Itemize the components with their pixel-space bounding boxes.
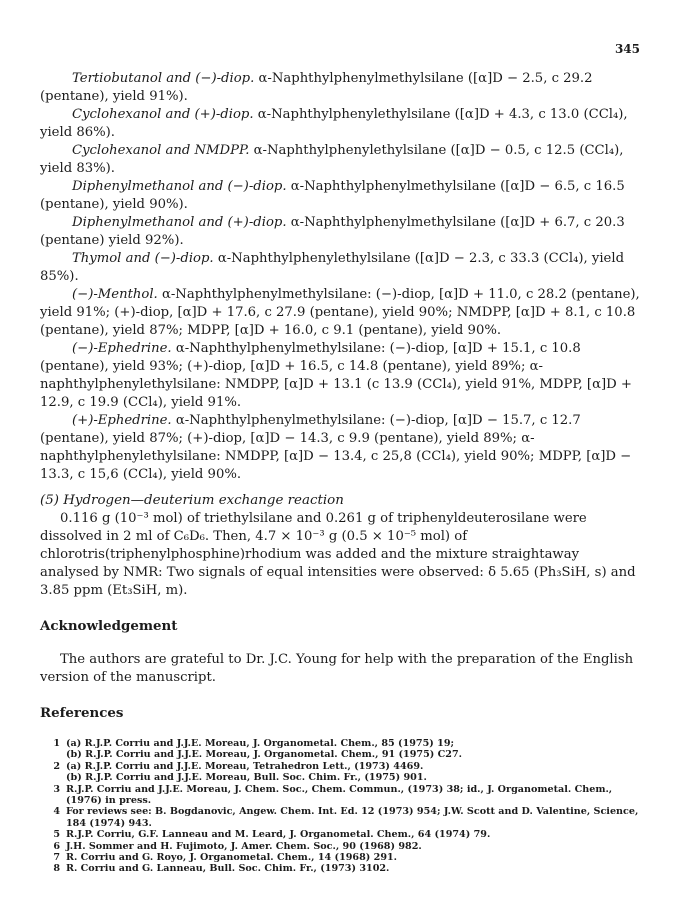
reference-number: 6 [53, 840, 60, 852]
reference-number: 5 [53, 829, 60, 841]
entry-text: α-Naphthylphenylethylsilane ([α]D − 0.5, c 12.5 (CCl₄), yield 83%). [40, 143, 624, 176]
entry-lead: Cyclohexanol and (+)-diop. [72, 107, 254, 122]
references-heading: References [40, 705, 124, 721]
entry-text: α-Naphthylphenylmethylsilane: (−)-diop, [α]D − 15.7, c 12.7 (pentane), yield 87%; (+)-diop, [α]D − 14.3, c 9.9 (pentane), yield 89%; α-naphthylphenylethylsilane: NMDPP, [α]D − 13.4, c 25,8 (CCl₄), yield 90%; MDPP, [α]D − 13.3, c 15,6 (CCl₄), yield 90%. [40, 413, 632, 482]
reference-text [66, 852, 640, 863]
reference-text [66, 863, 640, 874]
entry-text: α-Naphthylphenylmethylsilane ([α]D − 2.5, c 29.2 (pentane), yield 91%). [40, 71, 593, 104]
reference-list [40, 738, 640, 875]
reference-line: R.J.P. Corriu and J.J.E. Moreau, J. Chem. Soc., Chem. Commun., (1973) 38; id., J. Organometal. Chem., (1976) in press. [66, 783, 613, 807]
reference-line: R.J.P. Corriu, G.F. Lanneau and M. Leard, J. Organometal. Chem., 64 (1974) 79. [66, 829, 491, 841]
reference-line: (b) R.J.P. Corriu and J.J.E. Moreau, J. Organometal. Chem., 91 (1975) C27. [66, 749, 462, 761]
reference-line: (a) R.J.P. Corriu and J.J.E. Moreau, Tetrahedron Lett., (1973) 4469. [66, 760, 424, 772]
reference-line: (a) R.J.P. Corriu and J.J.E. Moreau, J. Organometal. Chem., 85 (1975) 19; [66, 738, 455, 749]
acknowledgement-text: The authors are grateful to Dr. J.C. Young for help with the preparation of the English version of the manuscript. [40, 652, 634, 685]
experimental-entry [40, 250, 640, 286]
entry-text: α-Naphthylphenylmethylsilane: (−)-diop, [α]D + 11.0, c 28.2 (pentane), yield 91%; (+)-diop, [α]D + 17.6, c 27.9 (pentane), yield 90%; NMDPP, [α]D + 8.1, c 10.8 (pentane), yield 87%; MDPP, [α]D + 16.0, c 9.1 (pentane), yield 90%. [40, 287, 640, 338]
reference-text [66, 841, 640, 852]
section-paragraph: 0.116 g (10⁻³ mol) of triethylsilane and 0.261 g of triphenyldeuterosilane were dissolved in 2 ml of C₆D₆. Then, 4.7 × 10⁻³ g (0.5 × 10⁻⁵ mol) of chlorotris(triphenylphosphine)rhodium was added and the mixture straightaway analysed by NMR: Two signals of equal intensities were observed: δ 5.65 (Ph₃SiH, s) and 3.85 ppm (Et₃SiH, m). [40, 511, 636, 598]
entry-lead: (−)-Ephedrine. [72, 341, 172, 356]
acknowledgement-heading: Acknowledgement [40, 618, 178, 634]
entry-text: α-Naphthylphenylmethylsilane: (−)-diop, [α]D + 15.1, c 10.8 (pentane), yield 93%; (+)-diop, [α]D + 16.5, c 14.8 (pentane), yield 89%; α-naphthylphenylethylsilane: NMDPP, [α]D + 13.1 (c 13.9 (CCl₄), yield 91%, MDPP, [α]D + 12.9, c 19.9 (CCl₄), yield 91%. [40, 341, 632, 410]
reference-line: (b) R.J.P. Corriu and J.J.E. Moreau, Bull. Soc. Chim. Fr., (1975) 901. [66, 772, 427, 784]
entry-lead: Cyclohexanol and NMDPP. [72, 143, 250, 158]
reference-item [40, 829, 640, 840]
reference-text [66, 829, 640, 840]
experimental-entry [40, 142, 640, 178]
entry-lead: (+)-Ephedrine. [72, 413, 172, 428]
reference-item [40, 784, 640, 807]
reference-item [40, 852, 640, 863]
experimental-entry [40, 70, 640, 106]
experimental-entry [40, 412, 640, 484]
reference-number: 8 [53, 863, 60, 875]
reference-item [40, 863, 640, 874]
reference-item [40, 738, 640, 761]
reference-text [66, 784, 640, 807]
reference-number: 7 [53, 852, 60, 864]
experimental-entry [40, 106, 640, 142]
experimental-entry [40, 340, 640, 412]
reference-item [40, 841, 640, 852]
reference-number: 1 [53, 738, 60, 749]
reference-line: R. Corriu and G. Lanneau, Bull. Soc. Chim. Fr., (1973) 3102. [66, 863, 390, 875]
reference-number: 3 [53, 783, 60, 795]
reference-text [66, 761, 640, 784]
entry-lead: Diphenylmethanol and (−)-diop. [72, 179, 287, 194]
entry-text: α-Naphthylphenylethylsilane ([α]D − 2.3, c 33.3 (CCl₄), yield 85%). [40, 251, 625, 284]
reference-text [66, 806, 640, 829]
reference-line: J.H. Sommer and H. Fujimoto, J. Amer. Chem. Soc., 90 (1968) 982. [66, 840, 422, 852]
entry-text: α-Naphthylphenylmethylsilane ([α]D − 6.5, c 16.5 (pentane), yield 90%). [40, 179, 625, 212]
reference-line: R. Corriu and G. Royo, J. Organometal. Chem., 14 (1968) 291. [66, 852, 398, 864]
reference-text [66, 738, 640, 761]
experimental-entry [40, 178, 640, 214]
experimental-entry [40, 214, 640, 250]
reference-item [40, 761, 640, 784]
entry-text: α-Naphthylphenylethylsilane ([α]D + 4.3, c 13.0 (CCl₄), yield 86%). [40, 107, 628, 140]
experimental-entries [40, 70, 640, 484]
page-number: 345 [614, 42, 640, 56]
reference-number: 2 [53, 760, 60, 772]
reference-item [40, 806, 640, 829]
entry-text: α-Naphthylphenylmethylsilane ([α]D + 6.7, c 20.3 (pentane) yield 92%). [40, 215, 625, 248]
entry-lead: Tertiobutanol and (−)-diop. [72, 71, 255, 86]
entry-lead: Thymol and (−)-diop. [72, 251, 214, 266]
page-content [40, 70, 640, 875]
section-heading: (5) Hydrogen—deuterium exchange reaction [40, 493, 344, 508]
entry-lead: Diphenylmethanol and (+)-diop. [72, 215, 287, 230]
reference-number: 4 [53, 806, 60, 818]
reference-line: For reviews see: B. Bogdanovic, Angew. Chem. Int. Ed. 12 (1973) 954; J.W. Scott and D. Valentine, Science, 184 (1974) 943. [66, 806, 639, 829]
entry-lead: (−)-Menthol. [72, 287, 158, 302]
experimental-entry [40, 286, 640, 340]
